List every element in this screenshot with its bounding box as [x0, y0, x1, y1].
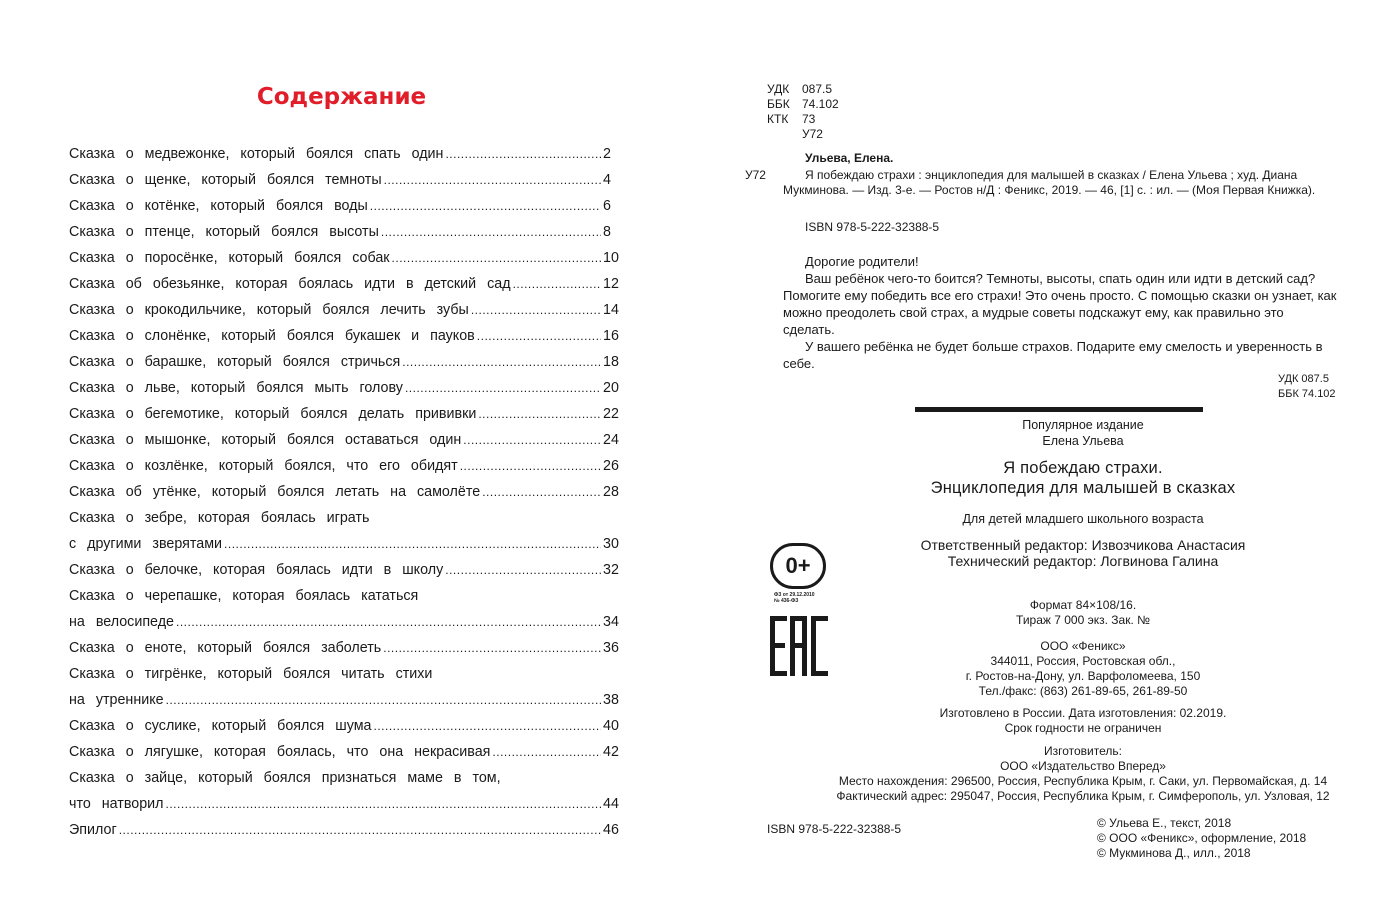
toc-row	[69, 189, 627, 215]
maker-label: Изготовитель:	[1044, 744, 1122, 758]
toc-entry-title: Сказка о поросёнке, который боялся собак	[69, 250, 390, 266]
toc-row	[69, 371, 627, 397]
toc-entry-title: Сказка об утёнке, который боялся летать на самолёте	[69, 484, 481, 500]
toc-title: Содержание	[256, 84, 427, 110]
toc-entry-title: Сказка о белочке, которая боялась идти в школу	[69, 562, 444, 578]
toc-row	[69, 631, 627, 657]
parents-paragraph-2: У вашего ребёнка не будет больше страхов. Подарите ему смелость и уверенность в себе.	[783, 339, 1323, 371]
format: Формат 84×108/16.	[1029, 598, 1137, 612]
isbn-top: ISBN 978-5-222-32388-5	[805, 220, 940, 234]
toc-leader-dots	[224, 535, 601, 553]
toc-leader-dots	[370, 197, 601, 215]
eac-icon	[770, 616, 828, 676]
parents-greeting: Дорогие родители!	[805, 254, 919, 269]
toc-row	[69, 813, 627, 839]
toc-row	[69, 475, 627, 501]
udk-short: УДК 087.5	[1278, 373, 1329, 385]
divider-rule	[915, 407, 1203, 412]
toc-row	[69, 293, 627, 319]
toc-entry-title: Сказка о тигрёнке, который боялся читать стихи	[69, 666, 433, 682]
age-group: Для детей младшего школьного возраста	[962, 512, 1204, 526]
toc-row	[69, 787, 627, 813]
toc-entry-title: Сказка о бегемотике, который боялся делать прививки	[69, 406, 477, 422]
toc-entry-title: Сказка о мышонке, который боялся оставаться один	[69, 432, 462, 448]
toc-row	[69, 241, 627, 267]
bibliographic-description-cont: Мукминова. — Изд. 3-е. — Ростов н/Д : Феникс, 2019. — 46, [1] с. : ил. — (Моя Первая Книжка).	[783, 183, 1316, 197]
toc-page-number: 44	[603, 796, 619, 812]
toc-leader-dots	[405, 379, 601, 397]
parents-paragraph-1: Ваш ребёнок чего-то боится? Темноты, высоты, спать один или идти в детский сад? Помогите ему победить все его страхи! Это очень просто. С помощью сказки он узнает, как можно преодолеть свой страх, а мудрые советы подскажут ему, как правильно это сделать.	[783, 271, 1337, 337]
author-name: Елена Ульева	[1042, 434, 1124, 448]
toc-page-number: 32	[603, 562, 619, 578]
copyrights	[1097, 816, 1306, 861]
toc-row	[69, 683, 627, 709]
book-title	[783, 458, 1383, 498]
toc-entry-title: Сказка о черепашке, которая боялась кататься	[69, 588, 419, 604]
toc-row	[69, 267, 627, 293]
toc-leader-dots	[471, 301, 601, 319]
toc-leader-dots	[492, 743, 601, 761]
toc-leader-dots	[402, 353, 601, 371]
toc-row	[69, 657, 627, 683]
toc-page-number: 6	[603, 198, 611, 214]
toc-entry-title: Сказка о котёнке, который боялся воды	[69, 198, 368, 214]
publisher-phone: Тел./факс: (863) 261-89-65, 261-89-50	[978, 684, 1188, 698]
toc-leader-dots	[119, 821, 601, 839]
toc-leader-dots	[463, 431, 601, 449]
toc-row	[69, 137, 627, 163]
publisher-address-1: 344011, Россия, Ростовская обл.,	[990, 654, 1176, 668]
responsible-editor: Ответственный редактор: Извозчикова Анастасия	[920, 537, 1246, 553]
publisher-info	[783, 639, 1383, 699]
edition-info	[783, 417, 1383, 449]
code-udk: УДК 087.5	[767, 82, 833, 96]
toc-page-number: 12	[603, 276, 619, 292]
toc-entry-title: Сказка о козлёнке, который боялся, что его обидят	[69, 458, 458, 474]
toc-leader-dots	[176, 613, 601, 631]
toc-row	[69, 163, 627, 189]
toc-entry-title: Сказка о слонёнке, который боялся букашек и пауков	[69, 328, 475, 344]
toc-leader-dots	[166, 795, 601, 813]
code-bbk: ББК 74.102	[767, 97, 839, 111]
maker-location: Место нахождения: 296500, Россия, Республика Крым, г. Саки, ул. Первомайская, д. 14	[838, 774, 1328, 788]
toc-entry-title: что натворил	[69, 796, 164, 812]
toc-entry-title: Сказка о зебре, которая боялась играть	[69, 510, 370, 526]
made-in: Изготовлено в России. Дата изготовления: 02.2019.	[939, 706, 1227, 720]
copyright-text: © Ульева Е., текст, 2018	[1097, 816, 1232, 830]
print-format	[783, 598, 1383, 628]
toc-entry-title: Сказка о суслике, который боялся шума	[69, 718, 372, 734]
toc-leader-dots	[477, 327, 601, 345]
editors	[783, 537, 1383, 569]
toc-entry-title: Сказка о лягушке, которая боялась, что она некрасивая	[69, 744, 491, 760]
print-run: Тираж 7 000 экз. Зак. №	[1016, 613, 1150, 627]
toc-entry-title: Сказка о птенце, который боялся высоты	[69, 224, 379, 240]
toc-leader-dots	[513, 275, 601, 293]
toc-row	[69, 345, 627, 371]
toc-page-number: 46	[603, 822, 619, 838]
copyright-illustrations: © Мукминова Д., илл., 2018	[1097, 846, 1251, 860]
code-author: У72	[802, 127, 823, 141]
toc-page-number: 18	[603, 354, 619, 370]
toc-page-number: 30	[603, 536, 619, 552]
age-rating-icon: 0+	[770, 543, 826, 589]
toc-entry-title: Сказка об обезьянке, которая боялась идти в детский сад	[69, 276, 511, 292]
toc-row	[69, 527, 627, 553]
author-mark: У72	[745, 168, 766, 182]
toc-row	[69, 397, 627, 423]
parents-annotation	[783, 253, 1338, 372]
toc-row	[69, 579, 627, 605]
table-of-contents	[69, 137, 627, 839]
toc-entry-title: на велосипеде	[69, 614, 174, 630]
toc-row	[69, 423, 627, 449]
toc-page-number: 36	[603, 640, 619, 656]
toc-page-number: 40	[603, 718, 619, 734]
toc-leader-dots	[392, 249, 601, 267]
toc-row	[69, 761, 627, 787]
toc-row	[69, 449, 627, 475]
isbn-bottom: ISBN 978-5-222-32388-5	[767, 822, 902, 836]
book-title-line-1: Я побеждаю страхи.	[1003, 459, 1163, 477]
toc-entry-title: Сказка о медвежонке, который боялся спать один	[69, 146, 444, 162]
toc-page-number: 26	[603, 458, 619, 474]
toc-row	[69, 735, 627, 761]
toc-leader-dots	[383, 639, 601, 657]
age-law-line-1: ФЗ от 29.12.2010	[774, 592, 815, 598]
toc-page-number: 38	[603, 692, 619, 708]
popular-edition: Популярное издание	[1022, 418, 1144, 432]
toc-page-number: 28	[603, 484, 619, 500]
publisher-address-2: г. Ростов-на-Дону, ул. Варфоломеева, 150	[965, 669, 1201, 683]
toc-page-number: 10	[603, 250, 619, 266]
manufacture-info	[783, 706, 1383, 736]
toc-entry-title: Сказка о барашке, который боялся стричься	[69, 354, 401, 370]
code-ktk: КТК 73	[767, 112, 816, 126]
toc-page-number: 2	[603, 146, 611, 162]
toc-row	[69, 319, 627, 345]
toc-entry-title: Сказка о зайце, который боялся признаться маме в том,	[69, 770, 501, 786]
toc-page-number: 16	[603, 328, 619, 344]
toc-row	[69, 605, 627, 631]
toc-leader-dots	[373, 717, 601, 735]
manufacturer-info	[783, 744, 1383, 804]
toc-leader-dots	[478, 405, 601, 423]
classification-codes	[767, 82, 839, 142]
book-title-line-2: Энциклопедия для малышей в сказках	[930, 479, 1236, 497]
toc-page-number: 14	[603, 302, 619, 318]
toc-leader-dots	[166, 691, 601, 709]
toc-entry-title: Сказка о крокодильчике, который боялся лечить зубы	[69, 302, 469, 318]
toc-leader-dots	[445, 145, 601, 163]
classification-codes-short	[1278, 372, 1336, 402]
toc-entry-title: Сказка о щенке, который боялся темноты	[69, 172, 382, 188]
shelf-life: Срок годности не ограничен	[1004, 721, 1162, 735]
toc-entry-title: Сказка о льве, который боялся мыть голову	[69, 380, 403, 396]
toc-leader-dots	[381, 223, 601, 241]
toc-leader-dots	[445, 561, 601, 579]
toc-leader-dots	[460, 457, 601, 475]
toc-entry-title: на утреннике	[69, 692, 164, 708]
toc-entry-title: Эпилог	[69, 822, 117, 838]
maker-actual-address: Фактический адрес: 295047, Россия, Республика Крым, г. Симферополь, ул. Узловая, 12	[836, 789, 1330, 803]
age-rating-law	[774, 592, 815, 604]
toc-page-number: 20	[603, 380, 619, 396]
toc-leader-dots	[482, 483, 601, 501]
toc-row	[69, 215, 627, 241]
technical-editor: Технический редактор: Логвинова Галина	[947, 553, 1219, 569]
toc-row	[69, 553, 627, 579]
toc-page-number: 8	[603, 224, 611, 240]
maker-name: ООО «Издательство Вперед»	[1000, 759, 1166, 773]
toc-entry-title: с другими зверятами	[69, 536, 223, 552]
bibliographic-description: Я побеждаю страхи : энциклопедия для малышей в сказках / Елена Ульева ; худ. Диана	[805, 168, 1298, 182]
copyright-design: © ООО «Феникс», оформление, 2018	[1097, 831, 1307, 845]
toc-page-number: 4	[603, 172, 611, 188]
toc-row	[69, 709, 627, 735]
toc-page-number: 34	[603, 614, 619, 630]
toc-leader-dots	[384, 171, 601, 189]
toc-entry-title: Сказка о еноте, который боялся заболеть	[69, 640, 382, 656]
publisher-name: ООО «Феникс»	[1040, 639, 1126, 653]
bbk-short: ББК 74.102	[1278, 388, 1336, 400]
toc-row	[69, 501, 627, 527]
toc-page-number: 22	[603, 406, 619, 422]
toc-page-number: 24	[603, 432, 619, 448]
toc-page-number: 42	[603, 744, 619, 760]
age-law-line-2: № 436-ФЗ	[774, 598, 799, 604]
author-heading: Ульева, Елена.	[805, 151, 894, 165]
